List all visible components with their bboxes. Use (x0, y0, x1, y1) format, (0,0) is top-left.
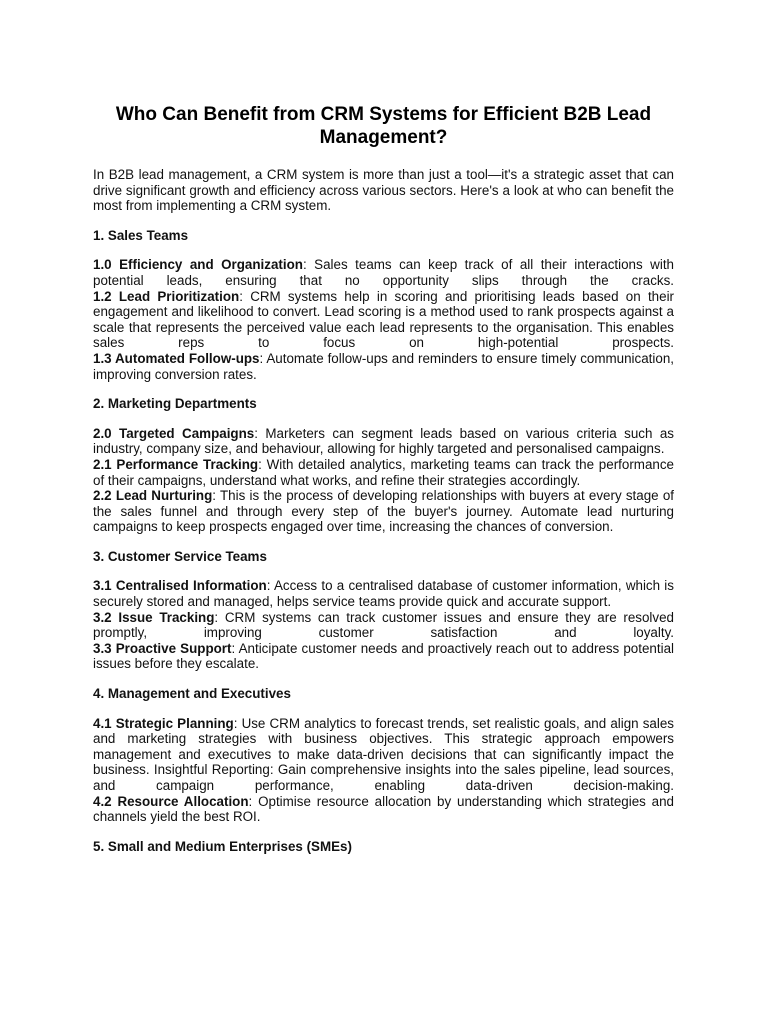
item-term: 1.2 Lead Prioritization (93, 288, 240, 304)
list-item (93, 426, 674, 457)
item-text: : Access to a centralised database of customer information, which is securely stored and managed, helps service teams provide quick and accurate support. (93, 578, 674, 610)
intro-paragraph: In B2B lead management, a CRM system is more than just a tool—it's a strategic asset that can drive significant growth and efficiency across various sectors. Here's a look at who can benefit the most from implementing a CRM system. (93, 167, 674, 214)
item-text: : Sales teams can keep track of all their interactions with potential leads, ensuring that no opportunity slips through the cracks. (93, 257, 674, 288)
item-term: 1.0 Efficiency and Organization (93, 257, 303, 273)
item-term: 2.0 Targeted Campaigns (93, 425, 255, 441)
item-term: 4.1 Strategic Planning (93, 715, 234, 731)
item-text: : Use CRM analytics to forecast trends, set realistic goals, and align sales and marketing strategies with business objectives. This strategic approach empowers management and executives to make data-driven decisions that can significantly impact the business. Insightful Reporting: Gain comprehensive insights into the sales pipeline, lead sources, and campaign performance, enabling data-driven decision-making. (93, 715, 674, 793)
item-term: 4.2 Resource Allocation (93, 793, 249, 809)
list-item (93, 351, 674, 382)
item-term: 2.2 Lead Nurturing (93, 488, 213, 504)
list-item (93, 289, 674, 351)
section-body-management-executives (93, 716, 674, 825)
item-text: : Optimise resource allocation by understanding which strategies and channels yield the best ROI. (93, 793, 675, 825)
document-title: Who Can Benefit from CRM Systems for Efficient B2B Lead Management? (115, 104, 652, 148)
list-item (93, 794, 674, 825)
item-text: : With detailed analytics, marketing teams can track the performance of their campaigns, understand what works, and refine their strategies accordingly. (93, 456, 674, 488)
list-item (93, 641, 674, 672)
item-term: 1.3 Automated Follow-ups (93, 350, 260, 366)
document-page (93, 103, 674, 854)
item-text: : Automate follow-ups and reminders to ensure timely communication, improving conversion rates. (93, 350, 674, 382)
section-body-sales-teams (93, 257, 674, 382)
list-item (93, 716, 674, 794)
section-heading-marketing-departments: 2. Marketing Departments (93, 396, 257, 412)
item-term: 2.1 Performance Tracking (93, 456, 259, 472)
list-item (93, 578, 674, 609)
item-term: 3.3 Proactive Support (93, 640, 232, 656)
section-heading-sales-teams: 1. Sales Teams (93, 227, 189, 243)
section-heading-management-executives: 4. Management and Executives (93, 686, 291, 702)
item-text: : This is the process of developing relationships with buyers at every stage of the sales funnel and through every step of the buyer's journey. Automate lead nurturing campaigns to keep prospects engaged over time, increasing the chances of conversion. (93, 488, 674, 535)
item-term: 3.2 Issue Tracking (93, 609, 215, 625)
section-body-marketing-departments (93, 426, 674, 535)
item-text: : Anticipate customer needs and proactively reach out to address potential issues before they escalate. (93, 640, 674, 672)
item-text: : CRM systems can track customer issues and ensure they are resolved promptly, improving customer satisfaction and loyalty. (93, 609, 674, 641)
item-text: : Marketers can segment leads based on various criteria such as industry, company size, and behaviour, allowing for highly targeted and personalised campaigns. (93, 425, 674, 457)
section-heading-smes: 5. Small and Medium Enterprises (SMEs) (93, 838, 352, 854)
section-body-customer-service-teams (93, 578, 674, 672)
list-item (93, 457, 674, 488)
section-heading-customer-service-teams: 3. Customer Service Teams (93, 548, 267, 564)
list-item (93, 257, 674, 288)
list-item (93, 488, 674, 535)
item-term: 3.1 Centralised Information (93, 578, 267, 594)
item-text: : CRM systems help in scoring and prioritising leads based on their engagement and likelihood to convert. Lead scoring is a method used to rank prospects against a scale that represents the perceived value each lead represents to the organisation. This enables sales reps to focus on high-potential prospects. (93, 288, 675, 351)
list-item (93, 610, 674, 641)
